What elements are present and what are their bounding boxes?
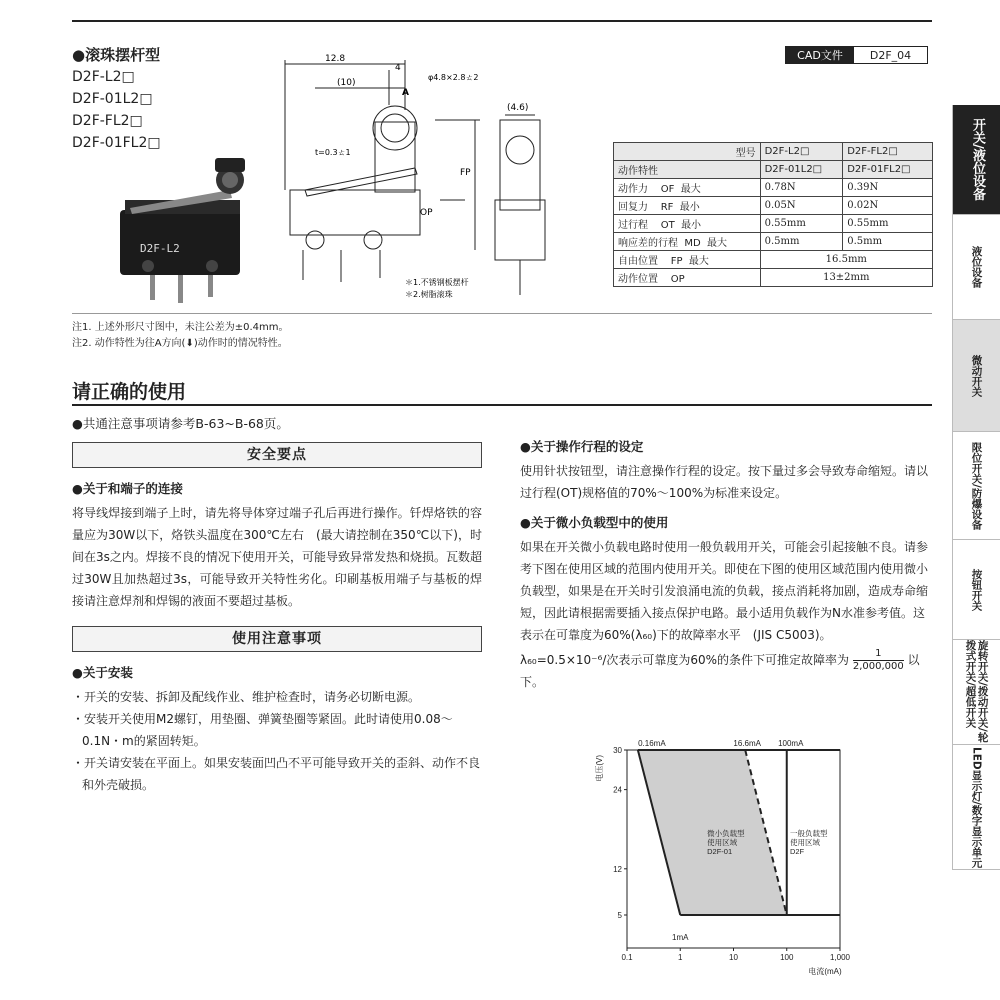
side-tab[interactable] xyxy=(952,320,1000,432)
side-tab[interactable] xyxy=(952,745,1000,870)
side-tab-label: 按钮开关 xyxy=(970,568,983,611)
dim-a: A xyxy=(402,88,409,98)
product-label: D2F-L2 xyxy=(140,242,180,255)
lambda-num: 1 xyxy=(853,648,904,661)
y-tick-label: 12 xyxy=(613,864,622,874)
region-general-label: 一般负载型 xyxy=(789,828,828,838)
side-tab[interactable] xyxy=(952,540,1000,640)
header-model: 型号 xyxy=(614,143,761,161)
roller-cap xyxy=(215,158,245,172)
terminal xyxy=(178,275,183,303)
side-tab[interactable] xyxy=(952,105,1000,215)
table-row: 自由位置 FP 最大 16.5mm xyxy=(614,251,933,269)
x-tick-label: 100 xyxy=(780,953,794,962)
usage-rule xyxy=(72,404,932,406)
x-tick-label: 10 xyxy=(729,953,738,962)
side-tab-label: 旋转开关/拨动开关/轮拨式开关/超低开关 xyxy=(964,640,989,743)
usage-title: 请正确的使用 xyxy=(72,381,187,403)
annotation-16-6mA: 16.6mA xyxy=(733,739,762,748)
dimension-drawing xyxy=(275,50,605,310)
side-tab-label: LED显示灯/数字显示单元 xyxy=(970,746,983,868)
region-micro-label: 使用区域 xyxy=(707,837,738,847)
caution-head: 使用注意事项 xyxy=(72,626,482,652)
cad-value: D2F_04 xyxy=(869,48,912,62)
table-row: 动作位置 OP 13±2mm xyxy=(614,269,933,287)
switch-body xyxy=(120,210,240,275)
x-axis-label: 电流(mA) xyxy=(808,967,842,976)
side-tab-label: 开关/液位设备 xyxy=(969,118,985,201)
terminal-text: 将导线焊接到端子上时，请先将导体穿过端子孔后再进行操作。钎焊烙铁的容量应为30W以下，烙铁头温度在300℃左右 (最大请控制在350℃以下)，时间在3s之内。焊接不良的情况下使用开关，可能导致异常发热和烧损。瓦数超过30W且加热超过3s，可能导致开关特性劣化。印刷基板用端子与基板的焊接请注意焊剂和焊锡的液面不要超过基板。 xyxy=(72,506,482,608)
dim-fp: FP xyxy=(460,168,471,178)
drawing-note-1: ＊1.不锈钢板摆杆 xyxy=(405,278,469,287)
header-col1b: D2F-01L2□ xyxy=(760,161,843,179)
install-item: ・开关的安装、拆卸及配线作业、维护检查时，请务必切断电源。 xyxy=(72,690,421,704)
dim-t: t=0.3ㄊ1 xyxy=(315,148,351,157)
left-column xyxy=(72,442,482,796)
side-tab[interactable] xyxy=(952,640,1000,745)
lambda-line: λ₆₀=0.5×10⁻⁶/次表示可靠度为60%的条件下可推定故障率为 $\frac{1}{2,000,000}$ 以下。 xyxy=(520,648,920,689)
model-name: D2F-01FL2□ xyxy=(72,135,161,151)
header-col2b: D2F-01FL2□ xyxy=(843,161,933,179)
section-title: ●滚珠摆杆型 xyxy=(72,46,161,64)
dim-op: OP xyxy=(420,208,433,218)
table-row: 动作力 OF 最大 0.78N 0.39N xyxy=(614,179,933,197)
model-name: D2F-FL2□ xyxy=(72,113,143,129)
mount-hole xyxy=(206,260,218,272)
safety-head: 安全要点 xyxy=(72,442,482,468)
roller xyxy=(222,172,238,188)
table-row: 响应差的行程 MD 最大 0.5mm 0.5mm xyxy=(614,233,933,251)
side-tab[interactable] xyxy=(952,215,1000,320)
usage-ref: ●共通注意事项请参考B-63~B-68页。 xyxy=(72,416,289,431)
table-row: 过行程 OT 最小 0.55mm 0.55mm xyxy=(614,215,933,233)
header-col1: D2F-L2□ xyxy=(760,143,843,161)
note-2: 注2. 动作特性为往A方向(⬇)动作时的情况特性。 xyxy=(72,338,288,349)
cad-label: CAD文件 xyxy=(786,47,854,63)
cad-file-badge[interactable] xyxy=(785,46,928,64)
y-tick-label: 30 xyxy=(613,746,622,755)
install-item: ・开关请安装在平面上。如果安装面凹凸不平可能导致开关的歪斜、动作不良和外壳破损。 xyxy=(72,756,481,792)
dim-10: (10) xyxy=(337,78,356,88)
y-tick-label: 5 xyxy=(617,911,622,920)
annotation-1mA: 1mA xyxy=(672,933,689,942)
product-photo xyxy=(120,140,290,310)
x-tick-label: 1,000 xyxy=(829,953,851,962)
annotation-100mA: 100mA xyxy=(778,739,804,748)
annotation-0-16mA: 0.16mA xyxy=(638,739,666,748)
spec-table xyxy=(613,142,933,287)
dim-12-8: 12.8 xyxy=(325,54,346,64)
header-char: 动作特性 xyxy=(614,161,761,179)
region-general-label: D2F xyxy=(789,846,805,856)
notes xyxy=(72,320,288,352)
x-tick-label: 1 xyxy=(678,953,683,962)
x-tick-label: 0.1 xyxy=(621,953,633,962)
terminal xyxy=(208,275,213,297)
divider xyxy=(72,313,932,314)
table-row: 回复力 RF 最小 0.05N 0.02N xyxy=(614,197,933,215)
micro-text: 如果在开关微小负载电路时使用一般负载用开关，可能会引起接触不良。请参考下图在使用区域的范围内使用开关。即使在下图的使用区域范围内使用微小负载型，如果是在开关时引发浪涌电流的负载，接点消耗将加剧，造成寿命缩短，因此请根据需要插入接点保护电路。最小适用负载作为N水准参考值。这表示在可靠度为60%(λ₆₀)下的故障率水平 (JIS C5003)。 xyxy=(520,540,929,642)
dim-4-6: (4.6) xyxy=(507,103,529,113)
right-column xyxy=(520,436,932,691)
y-tick-label: 24 xyxy=(613,785,622,795)
terminal xyxy=(150,275,155,300)
y-axis-label: 电压(V) xyxy=(595,755,604,782)
mount-hole xyxy=(142,260,154,272)
header-col2: D2F-FL2□ xyxy=(843,143,933,161)
side-tab-label: 微动开关 xyxy=(970,354,983,397)
side-tab-label: 液位设备 xyxy=(970,246,983,288)
stroke-text: 使用针状按钮型，请注意操作行程的设定。按下量过多会导致寿命缩短。请以过行程(OT)规格值的70%～100%为标准来设定。 xyxy=(520,464,929,500)
drawing-note-2: ＊2.树脂滚珠 xyxy=(405,290,453,299)
stroke-title: ●关于操作行程的设定 xyxy=(520,439,644,454)
dim-4: 4 xyxy=(395,63,401,73)
model-name: D2F-L2□ xyxy=(72,69,135,85)
region-general-label: 使用区域 xyxy=(789,837,820,847)
lambda-den: 2,000,000 xyxy=(852,661,904,672)
top-rule xyxy=(72,20,932,22)
side-tab-label: 限位开关/防爆设备 xyxy=(970,441,983,530)
install-title: ●关于安装 xyxy=(72,665,133,680)
side-tab[interactable] xyxy=(952,432,1000,540)
model-name: D2F-01L2□ xyxy=(72,91,153,107)
region-micro-label: 微小负载型 xyxy=(707,828,745,838)
region-micro-label: D2F-01 xyxy=(707,846,733,856)
note-1: 注1. 上述外形尺寸图中，未注公差为±0.4mm。 xyxy=(72,322,289,333)
terminal-title: ●关于和端子的连接 xyxy=(72,481,183,496)
load-region-chart xyxy=(585,712,870,982)
dim-roller: φ4.8×2.8ㄊ2 xyxy=(428,73,479,82)
micro-title: ●关于微小负载型中的使用 xyxy=(520,515,669,530)
install-item: ・安装开关使用M2螺钉，用垫圈、弹簧垫圈等紧固。此时请使用0.08～0.1N・m的紧固转矩。 xyxy=(72,712,453,748)
